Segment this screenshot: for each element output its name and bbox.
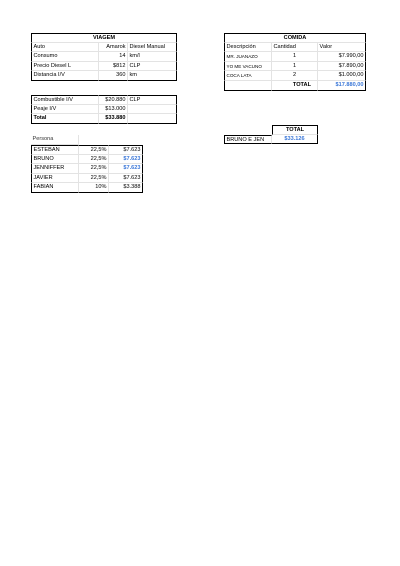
persona-pct-cell[interactable]: 22,5% xyxy=(79,145,109,155)
comida-qty-cell[interactable]: 1 xyxy=(272,62,318,72)
comida-desc-cell[interactable]: YO ME VACUNO xyxy=(224,62,272,72)
viagem-value-cell[interactable]: Amarok xyxy=(99,43,128,53)
persona-name-cell[interactable]: JAVIER xyxy=(31,174,79,184)
viagem-value-cell[interactable]: 14 xyxy=(99,52,128,62)
comida-qty-cell[interactable]: 2 xyxy=(272,71,318,81)
viagem-label-cell[interactable]: Distancia I/V xyxy=(31,71,99,81)
persona-pct-cell[interactable]: 22,5% xyxy=(79,174,109,184)
persona-name-cell[interactable]: FABIAN xyxy=(31,183,79,193)
viagem-value-cell[interactable]: 360 xyxy=(99,71,128,81)
viagem-label-cell[interactable]: Auto xyxy=(31,43,99,53)
viagem-value-cell[interactable]: $812 xyxy=(99,62,128,72)
cost-unit-cell[interactable] xyxy=(128,114,177,124)
viagem-label-cell[interactable]: Precio Diesel L xyxy=(31,62,99,72)
total-box-label-cell[interactable]: TOTAL xyxy=(272,125,318,135)
persona-pct-cell[interactable]: 10% xyxy=(79,183,109,193)
persona-amount-cell[interactable]: $7.623 xyxy=(109,145,143,155)
comida-total-value-cell[interactable]: $17.880,00 xyxy=(318,81,366,91)
comida-valor-cell[interactable]: $1.000,00 xyxy=(318,71,366,81)
viagem-unit-cell[interactable]: km xyxy=(128,71,177,81)
viagem-unit-cell[interactable]: km/l xyxy=(128,52,177,62)
viagem-unit-cell[interactable]: Diesel Manual xyxy=(128,43,177,53)
comida-qty-cell[interactable]: 1 xyxy=(272,52,318,62)
total-box-name-cell[interactable]: BRUNO E JEN xyxy=(224,135,272,145)
cost-label-cell[interactable]: Combustible I/V xyxy=(31,95,99,105)
persona-pct-cell[interactable]: 22,5% xyxy=(79,155,109,165)
cost-value-cell[interactable]: $20.880 xyxy=(99,95,128,105)
comida-valor-cell[interactable]: $7.990,00 xyxy=(318,52,366,62)
cost-unit-cell[interactable]: CLP xyxy=(128,95,177,105)
persona-name-cell[interactable]: ESTEBAN xyxy=(31,145,79,155)
viagem-title-cell[interactable]: VIAGEM xyxy=(31,33,177,43)
persona-amount-cell[interactable]: $7.623 xyxy=(109,155,143,165)
persona-pct-cell[interactable]: 22,5% xyxy=(79,164,109,174)
comida-header-cell[interactable]: Cantidad xyxy=(272,43,318,53)
viagem-label-cell[interactable]: Consumo xyxy=(31,52,99,62)
comida-header-cell[interactable]: Descripción xyxy=(224,43,272,53)
comida-valor-cell[interactable]: $7.890,00 xyxy=(318,62,366,72)
persona-amount-cell[interactable]: $7.623 xyxy=(109,174,143,184)
total-box-value-cell[interactable]: $33.126 xyxy=(272,135,318,145)
comida-desc-cell[interactable]: MR. JUANAZO xyxy=(224,52,272,62)
comida-total-label-cell[interactable]: TOTAL xyxy=(272,81,318,91)
comida-header-cell[interactable]: Valor xyxy=(318,43,366,53)
cost-total-label-cell[interactable]: Total xyxy=(31,114,99,124)
comida-empty-cell[interactable] xyxy=(224,81,272,91)
comida-desc-cell[interactable]: COCA LATA xyxy=(224,71,272,81)
persona-name-cell[interactable]: BRUNO xyxy=(31,155,79,165)
cost-label-cell[interactable]: Peaje I/V xyxy=(31,105,99,115)
persona-header-cell[interactable]: Persona xyxy=(31,135,79,145)
cost-total-value-cell[interactable]: $33.880 xyxy=(99,114,128,124)
comida-title-cell[interactable]: COMIDA xyxy=(224,33,366,43)
persona-amount-cell[interactable]: $3.388 xyxy=(109,183,143,193)
persona-name-cell[interactable]: JENNIFFER xyxy=(31,164,79,174)
persona-amount-cell[interactable]: $7.623 xyxy=(109,164,143,174)
cost-value-cell[interactable]: $13.000 xyxy=(99,105,128,115)
cost-unit-cell[interactable] xyxy=(128,105,177,115)
viagem-unit-cell[interactable]: CLP xyxy=(128,62,177,72)
